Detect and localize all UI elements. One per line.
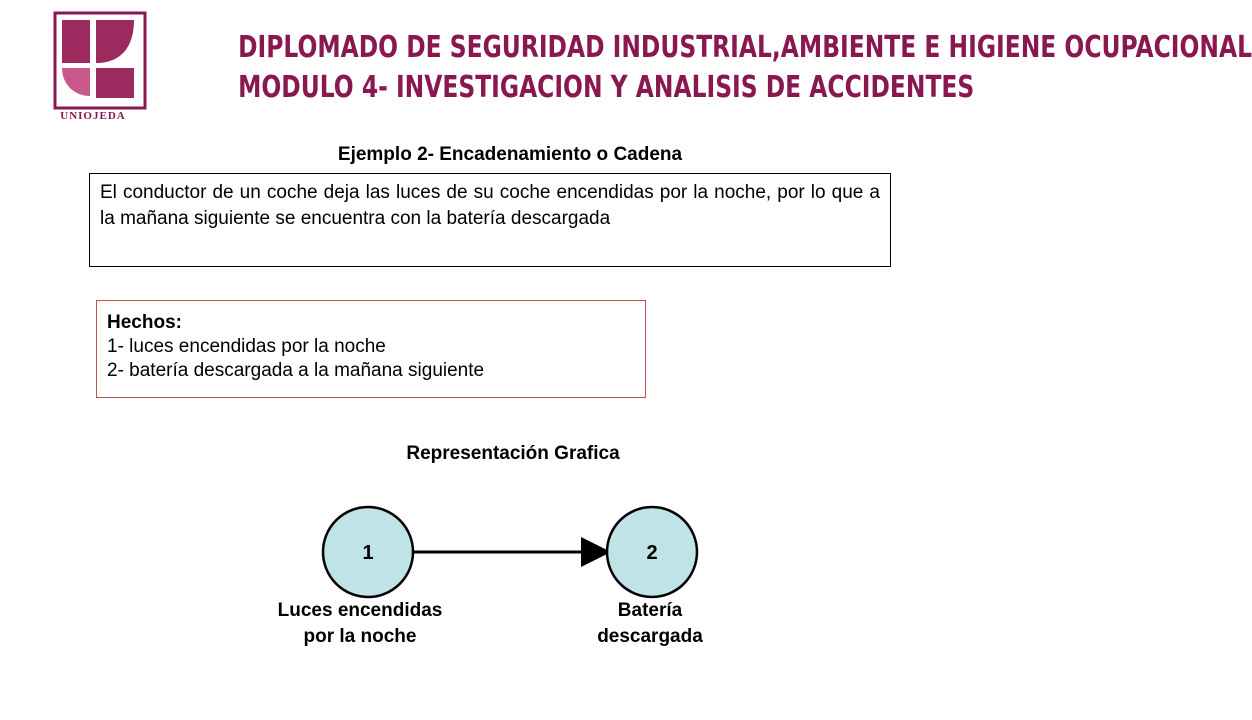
node-1-caption-line-1: Luces encendidas [277, 600, 443, 621]
header-line-1: DIPLOMADO DE SEGURIDAD INDUSTRIAL,AMBIENTE E HIGIENE OCUPACIONAL [238, 30, 1252, 65]
header-line-2: MODULO 4- INVESTIGACION Y ANALISIS DE ACCIDENTES [238, 70, 975, 105]
facts-box [96, 300, 646, 398]
node-1-caption-line-2: por la noche [303, 626, 417, 647]
node-2-caption [560, 598, 740, 650]
node-2-caption-line-2: descargada [597, 626, 703, 647]
facts-title: Hechos: [107, 312, 182, 333]
fact-item-2: 2- batería descargada a la mañana siguiente [107, 360, 485, 381]
node-2-label: 2 [646, 542, 658, 564]
node-1-label: 1 [362, 542, 374, 564]
node-1-caption [240, 598, 480, 650]
node-2-caption-line-1: Batería [617, 600, 683, 621]
graph-title: Representación Grafica [406, 443, 620, 464]
header-title [238, 28, 1252, 108]
description-box: El conductor de un coche deja las luces de su coche encendidas por la noche, por lo que a la mañana siguiente se encuentra con la batería descargada [89, 173, 891, 267]
chain-diagram [300, 500, 720, 610]
fact-item-1: 1- luces encendidas por la noche [107, 336, 386, 357]
logo-text: UNIOJEDA [60, 110, 126, 122]
example-title: Ejemplo 2- Encadenamiento o Cadena [337, 144, 683, 165]
